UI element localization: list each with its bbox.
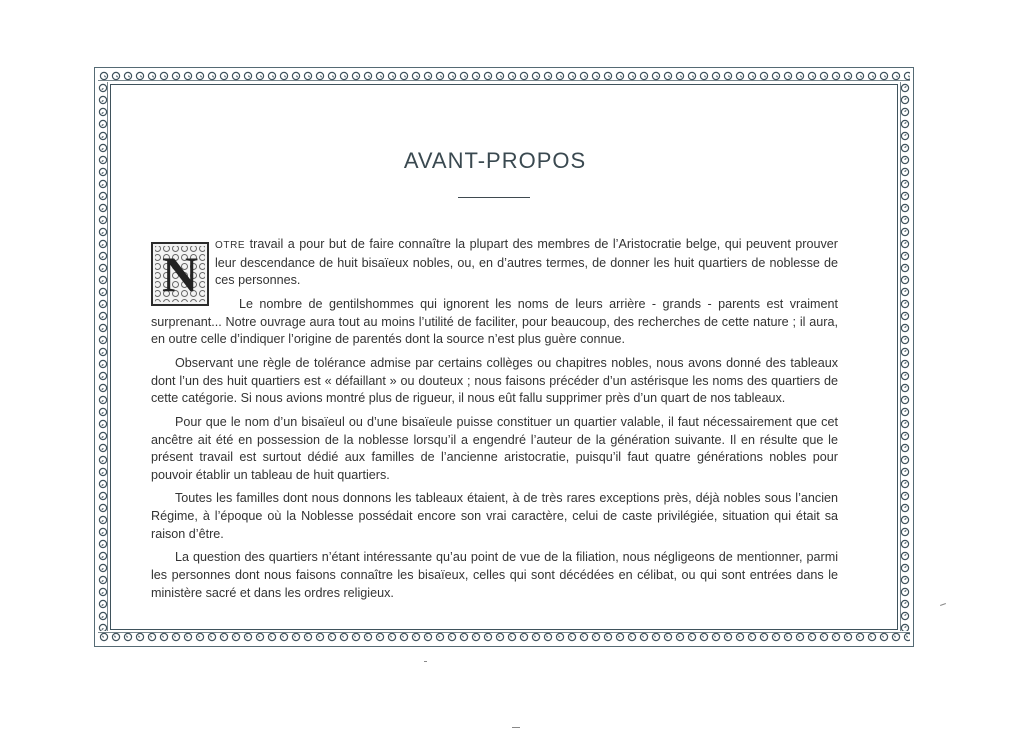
paragraph-1-text: travail a pour but de faire connaître la plupart des membres de l’Aristocratie belge, qui peuvent prouver leur descendance de huit bisaïeux nobles, ou, en d’autres termes, de donner les huit quartiers de noblesse de ces personnes. xyxy=(215,237,838,288)
drop-cap-letter: N xyxy=(161,246,199,302)
paper-speck xyxy=(512,727,520,728)
ornament-border-left xyxy=(97,82,109,631)
ornament-border-bottom xyxy=(98,631,910,643)
ornament-border-right xyxy=(899,82,911,631)
paper-speck xyxy=(940,603,946,606)
paragraph-1 xyxy=(151,236,838,302)
page-title: AVANT-PROPOS xyxy=(403,148,587,173)
ornament-border-top xyxy=(98,70,910,82)
paragraph-2: Le nombre de gentilshommes qui ignorent les noms de leurs arrière - grands - parents est vraiment surprenant... Notre ouvrage aura tout au moins l’utilité de faciliter, pour beaucoup, des recherches de cette nature ; il aura, en outre celle d’indiquer l’origine de parentés dont la source n’est plus guère connue. xyxy=(151,296,838,347)
body-text xyxy=(151,236,838,608)
paper-speck xyxy=(424,661,427,662)
title-divider xyxy=(458,197,530,198)
lead-word: OTRE xyxy=(215,240,246,251)
paragraph-6: La question des quartiers n’étant intéressante qu’au point de vue de la filiation, nous négligeons de mentionner, parmi les personnes dont nous faisons connaître les bisaïeux, celles qui sont décédées en célibat, ou qui sont entrées dans le ministère sacré et dans les ordres religieux. xyxy=(151,550,838,600)
paragraph-4: Pour que le nom d’un bisaïeul ou d’une bisaïeule puisse constituer un quartier valable, il faut nécessairement que cet ancêtre ait été en possession de la noblesse lorsqu’il a engendré l’auteur de la génération suivante. Il en résulte que le présent travail est surtout dédié aux familles de l’ancienne aristocratie, puisqu’il faut quatre générations nobles pour pouvoir établir un tableau de huit quartiers. xyxy=(151,414,838,482)
paragraph-3: Observant une règle de tolérance admise par certains collèges ou chapitres nobles, nous avons donné des tableaux dont l’un des huit quartiers est « défaillant » ou douteux ; nous faisons précéder d’un astérisque les noms des quartiers de cette catégorie. Si nous avions montré plus de rigueur, il nous eût fallu supprimer près d’un quart de nos tableaux. xyxy=(151,355,838,406)
drop-cap-ornament xyxy=(151,242,209,306)
paragraph-5: Toutes les familles dont nous donnons les tableaux étaient, à de très rares exceptions près, déjà nobles sous l’ancien Régime, à l’époque où la Noblesse possédait encore son vrai caractère, celui de caste privilégiée, situation qui était sa raison d’être. xyxy=(151,491,838,541)
